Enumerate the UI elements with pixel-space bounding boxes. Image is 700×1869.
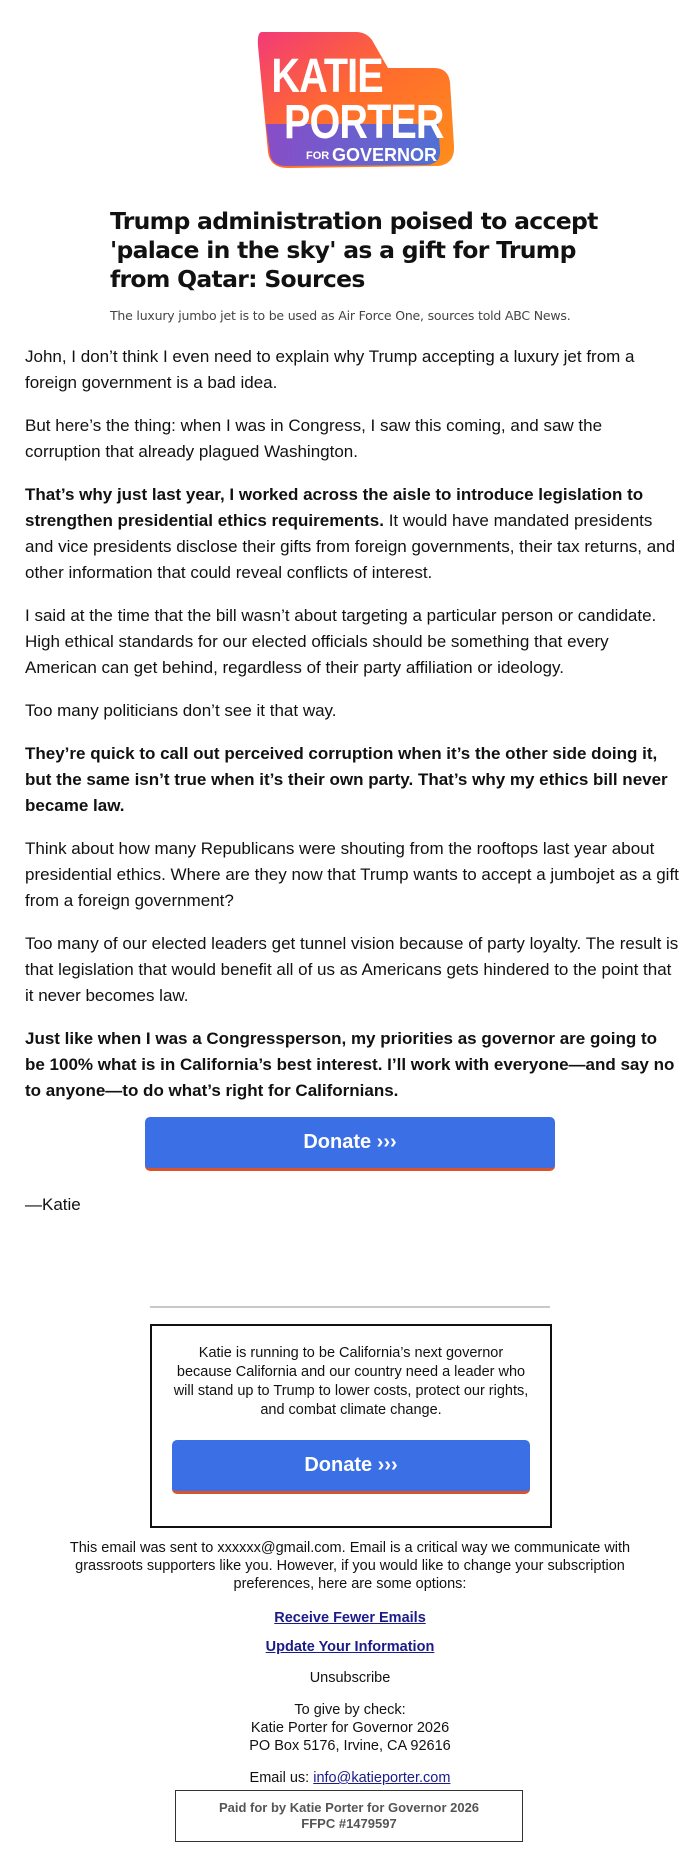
article-subhead: The luxury jumbo jet is to be used as Air Force One, sources told ABC News. xyxy=(110,308,571,323)
paragraph-5: Too many politicians don’t see it that way. xyxy=(25,701,337,720)
paid-for-line: Paid for by Katie Porter for Governor 2026 xyxy=(218,1800,480,1815)
email-prefix: Email us: xyxy=(249,1770,314,1786)
footer xyxy=(60,1539,640,1787)
email-line xyxy=(60,1769,640,1787)
paragraph-3-rest: It would have mandated presidents and vice presidents disclose their gifts from foreign governments, their tax returns, and other information that could reveal conflicts of interest. xyxy=(25,511,676,582)
update-information-link[interactable]: Update Your Information xyxy=(265,1639,435,1655)
donate-button[interactable]: Donate ››› xyxy=(145,1117,555,1171)
article-headline: Trump administration poised to accept 'palace in the sky' as a gift for Trump from Qatar: Sources xyxy=(110,207,598,293)
receive-fewer-emails-link[interactable]: Receive Fewer Emails xyxy=(274,1610,426,1626)
email-body xyxy=(25,344,680,1121)
katie-porter-logo xyxy=(248,28,458,172)
unsubscribe-link[interactable]: Unsubscribe xyxy=(309,1670,391,1686)
check-intro: To give by check: xyxy=(294,1702,406,1718)
check-address-line: PO Box 5176, Irvine, CA 92616 xyxy=(249,1738,451,1754)
signoff: —Katie xyxy=(25,1195,81,1214)
paragraph-7: Think about how many Republicans were shouting from the rooftops last year about presidential ethics. Where are they now that Trump wants to accept a jumbojet as a gift from a foreign government? xyxy=(25,839,679,910)
paragraph-4: I said at the time that the bill wasn’t about targeting a particular person or candidate. High ethical standards for our elected officials should be something that every American can get behind, regardless of their party affiliation or ideology. xyxy=(25,606,657,677)
check-address xyxy=(60,1701,640,1755)
paragraph-3 xyxy=(25,482,680,586)
divider xyxy=(150,1306,550,1308)
paid-for-disclaimer xyxy=(175,1790,523,1842)
check-name: Katie Porter for Governor 2026 xyxy=(250,1720,450,1736)
email-link[interactable]: info@katieporter.com xyxy=(313,1770,451,1786)
sent-notice: This email was sent to xxxxxx@gmail.com. Email is a critical way we communicate with grassroots supporters like you. However, if you would like to change your subscription preferences, here are some options: xyxy=(69,1540,631,1592)
donate-box-button[interactable]: Donate ››› xyxy=(172,1440,530,1494)
paragraph-1: John, I don’t think I even need to explain why Trump accepting a luxury jet from a foreign government is a bad idea. xyxy=(25,347,635,392)
paragraph-3-bold: That’s why just last year, I worked across the aisle to introduce legislation to strengthen presidential ethics requirements. xyxy=(25,485,644,530)
article-headline-image xyxy=(110,207,610,323)
paragraph-6: They’re quick to call out perceived corruption when it’s the other side doing it, but the same isn’t true when it’s their own party. That’s why my ethics bill never became law. xyxy=(25,744,668,815)
logo-for: FOR xyxy=(306,150,330,162)
logo-porter: PORTER xyxy=(284,95,444,149)
paragraph-8: Too many of our elected leaders get tunnel vision because of party loyalty. The result is that legislation that would benefit all of us as Americans gets hindered to the point that it never becomes law. xyxy=(25,934,679,1005)
paragraph-9: Just like when I was a Congressperson, my priorities as governor are going to be 100% what is in California’s best interest. I’ll work with everyone—and say no to anyone—to do what’s right for Californians. xyxy=(25,1029,675,1100)
donate-box xyxy=(150,1324,552,1528)
donate-box-pitch: Katie is running to be California’s next governor because California and our country need a leader who will stand up to Trump to lower costs, protect our rights, and combat climate change. xyxy=(173,1345,529,1418)
logo-katie: KATIE xyxy=(271,49,383,103)
paragraph-2: But here’s the thing: when I was in Congress, I saw this coming, and saw the corruption that already plagued Washington. xyxy=(25,416,603,461)
logo-governor: GOVERNOR xyxy=(332,145,438,165)
ffpc-line: FFPC #1479597 xyxy=(301,1816,397,1831)
